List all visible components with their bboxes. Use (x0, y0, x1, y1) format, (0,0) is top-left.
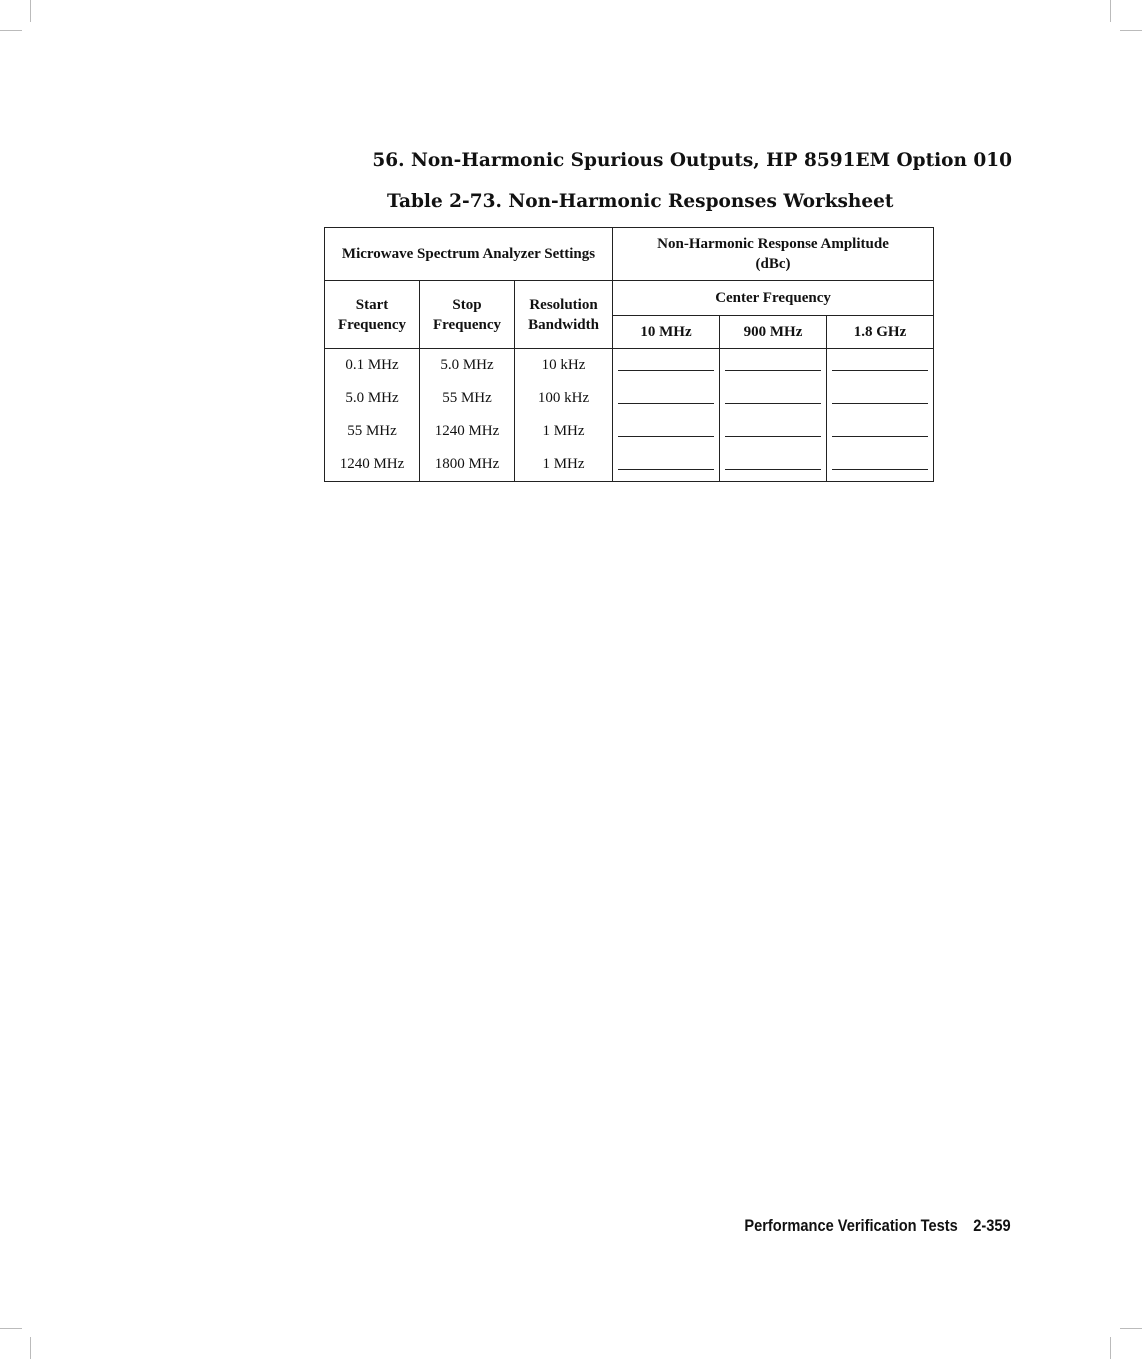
center-frequency-header: Center Frequency (613, 281, 934, 316)
response-entry-blank[interactable] (613, 415, 720, 448)
worksheet-table (324, 227, 934, 482)
response-entry-blank[interactable] (827, 349, 934, 383)
start-frequency-cell: 1240 MHz (339, 456, 405, 472)
stop-frequency-cell: 55 MHz (420, 382, 515, 415)
stop-frequency-cell: 1240 MHz (420, 415, 515, 448)
rbw-cell: 1 MHz (515, 415, 613, 448)
stop-frequency-cell: 5.0 MHz (420, 349, 515, 383)
start-frequency-header: Start Frequency (337, 296, 407, 333)
response-entry-blank[interactable] (613, 382, 720, 415)
settings-group-header: Microwave Spectrum Analyzer Settings (341, 246, 596, 262)
page-footer (745, 1216, 1011, 1236)
footer-section-name: Performance Verification Tests (744, 1216, 959, 1235)
rbw-cell: 1 MHz (515, 448, 613, 482)
crop-mark (1120, 1328, 1142, 1329)
section-title: 56. Non-Harmonic Spurious Outputs, HP 8591EM Option 010 (372, 150, 1012, 171)
crop-mark (0, 30, 22, 31)
start-frequency-cell: 55 MHz (347, 423, 397, 439)
stop-frequency-header: Stop Frequency (420, 281, 515, 349)
table-row (325, 382, 934, 415)
center-freq-header: 10 MHz (613, 316, 720, 349)
stop-frequency-cell: 1800 MHz (420, 448, 515, 482)
table-caption: Table 2-73. Non-Harmonic Responses Worksheet (387, 191, 894, 212)
response-entry-blank[interactable] (613, 448, 720, 482)
page-number: 2-359 (973, 1216, 1011, 1235)
crop-mark (1110, 1337, 1111, 1359)
response-entry-blank[interactable] (720, 349, 827, 383)
crop-mark (0, 1328, 22, 1329)
rbw-cell: 100 kHz (515, 382, 613, 415)
table-row (325, 349, 934, 383)
start-frequency-cell: 5.0 MHz (345, 390, 399, 406)
crop-mark (1120, 30, 1142, 31)
crop-mark (30, 1337, 31, 1359)
rbw-cell: 10 kHz (515, 349, 613, 383)
response-entry-blank[interactable] (720, 448, 827, 482)
center-freq-header: 900 MHz (720, 316, 827, 349)
response-entry-blank[interactable] (827, 415, 934, 448)
center-freq-header: 1.8 GHz (827, 316, 934, 349)
response-entry-blank[interactable] (827, 448, 934, 482)
crop-mark (30, 0, 31, 22)
response-entry-blank[interactable] (827, 382, 934, 415)
response-entry-blank[interactable] (613, 349, 720, 383)
table-row (325, 415, 934, 448)
response-group-header: Non-Harmonic Response Amplitude (dBc) (613, 228, 934, 281)
crop-mark (1110, 0, 1111, 22)
start-frequency-cell: 0.1 MHz (345, 357, 399, 373)
response-entry-blank[interactable] (720, 415, 827, 448)
table-row (325, 448, 934, 482)
response-entry-blank[interactable] (720, 382, 827, 415)
resolution-bandwidth-header: Resolution Bandwidth (515, 281, 613, 349)
